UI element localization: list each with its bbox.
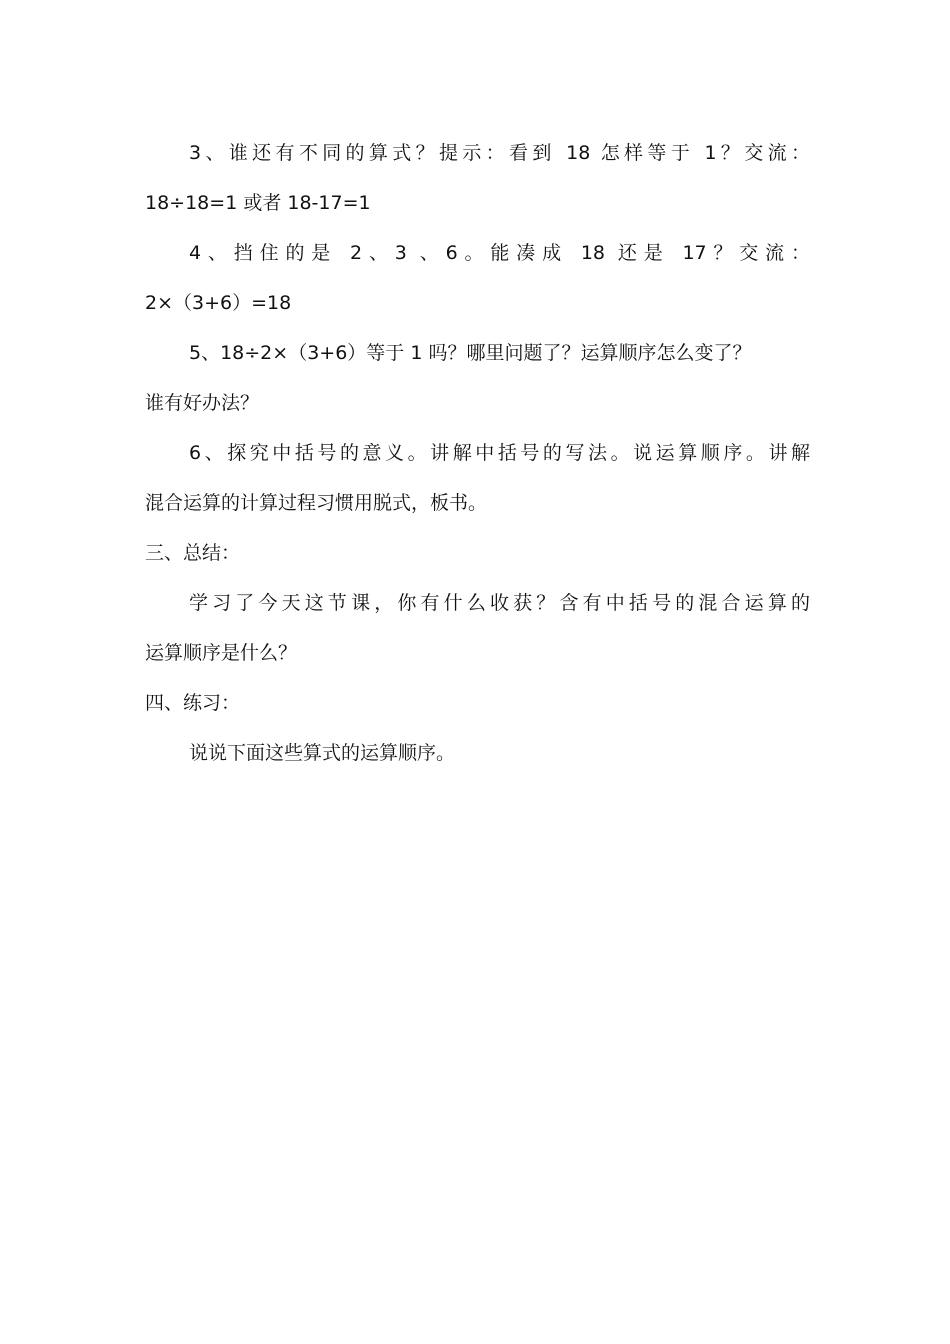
paragraph-4-line-2: 2×（3+6）=18 (145, 292, 292, 314)
paragraph-summary-line-2: 运算顺序是什么？ (145, 642, 298, 664)
paragraph-5 (145, 328, 810, 428)
paragraph-summary (145, 578, 810, 678)
section-heading-practice (145, 678, 810, 728)
paragraph-4-line-1: 4、挡住的是 2、3 、6。能凑成 18 还是 17？交流： (189, 242, 810, 264)
paragraph-6-line-1: 6、探究中括号的意义。讲解中括号的写法。说运算顺序。讲解 (189, 442, 810, 464)
paragraph-practice-line-1: 说说下面这些算式的运算顺序。 (189, 742, 456, 764)
summary-heading: 三、总结： (145, 542, 241, 564)
paragraph-3-line-2: 18÷18=1 或者 18-17=1 (145, 192, 371, 214)
paragraph-5-line-2: 谁有好办法？ (145, 392, 260, 414)
section-heading-summary (145, 528, 810, 578)
document-body (145, 128, 810, 778)
practice-heading: 四、练习： (145, 692, 241, 714)
paragraph-3-line-1: 3、谁还有不同的算式？提示：看到 18 怎样等于 1？交流： (189, 142, 810, 164)
paragraph-4 (145, 228, 810, 328)
paragraph-summary-line-1: 学习了今天这节课，你有什么收获？含有中括号的混合运算的 (189, 592, 810, 614)
paragraph-6-line-2: 混合运算的计算过程习惯用脱式，板书。 (145, 492, 488, 514)
paragraph-practice (145, 728, 810, 778)
paragraph-3 (145, 128, 810, 228)
paragraph-6 (145, 428, 810, 528)
paragraph-5-line-1: 5、18÷2×（3+6）等于 1 吗？哪里问题了？运算顺序怎么变了？ (189, 342, 752, 364)
